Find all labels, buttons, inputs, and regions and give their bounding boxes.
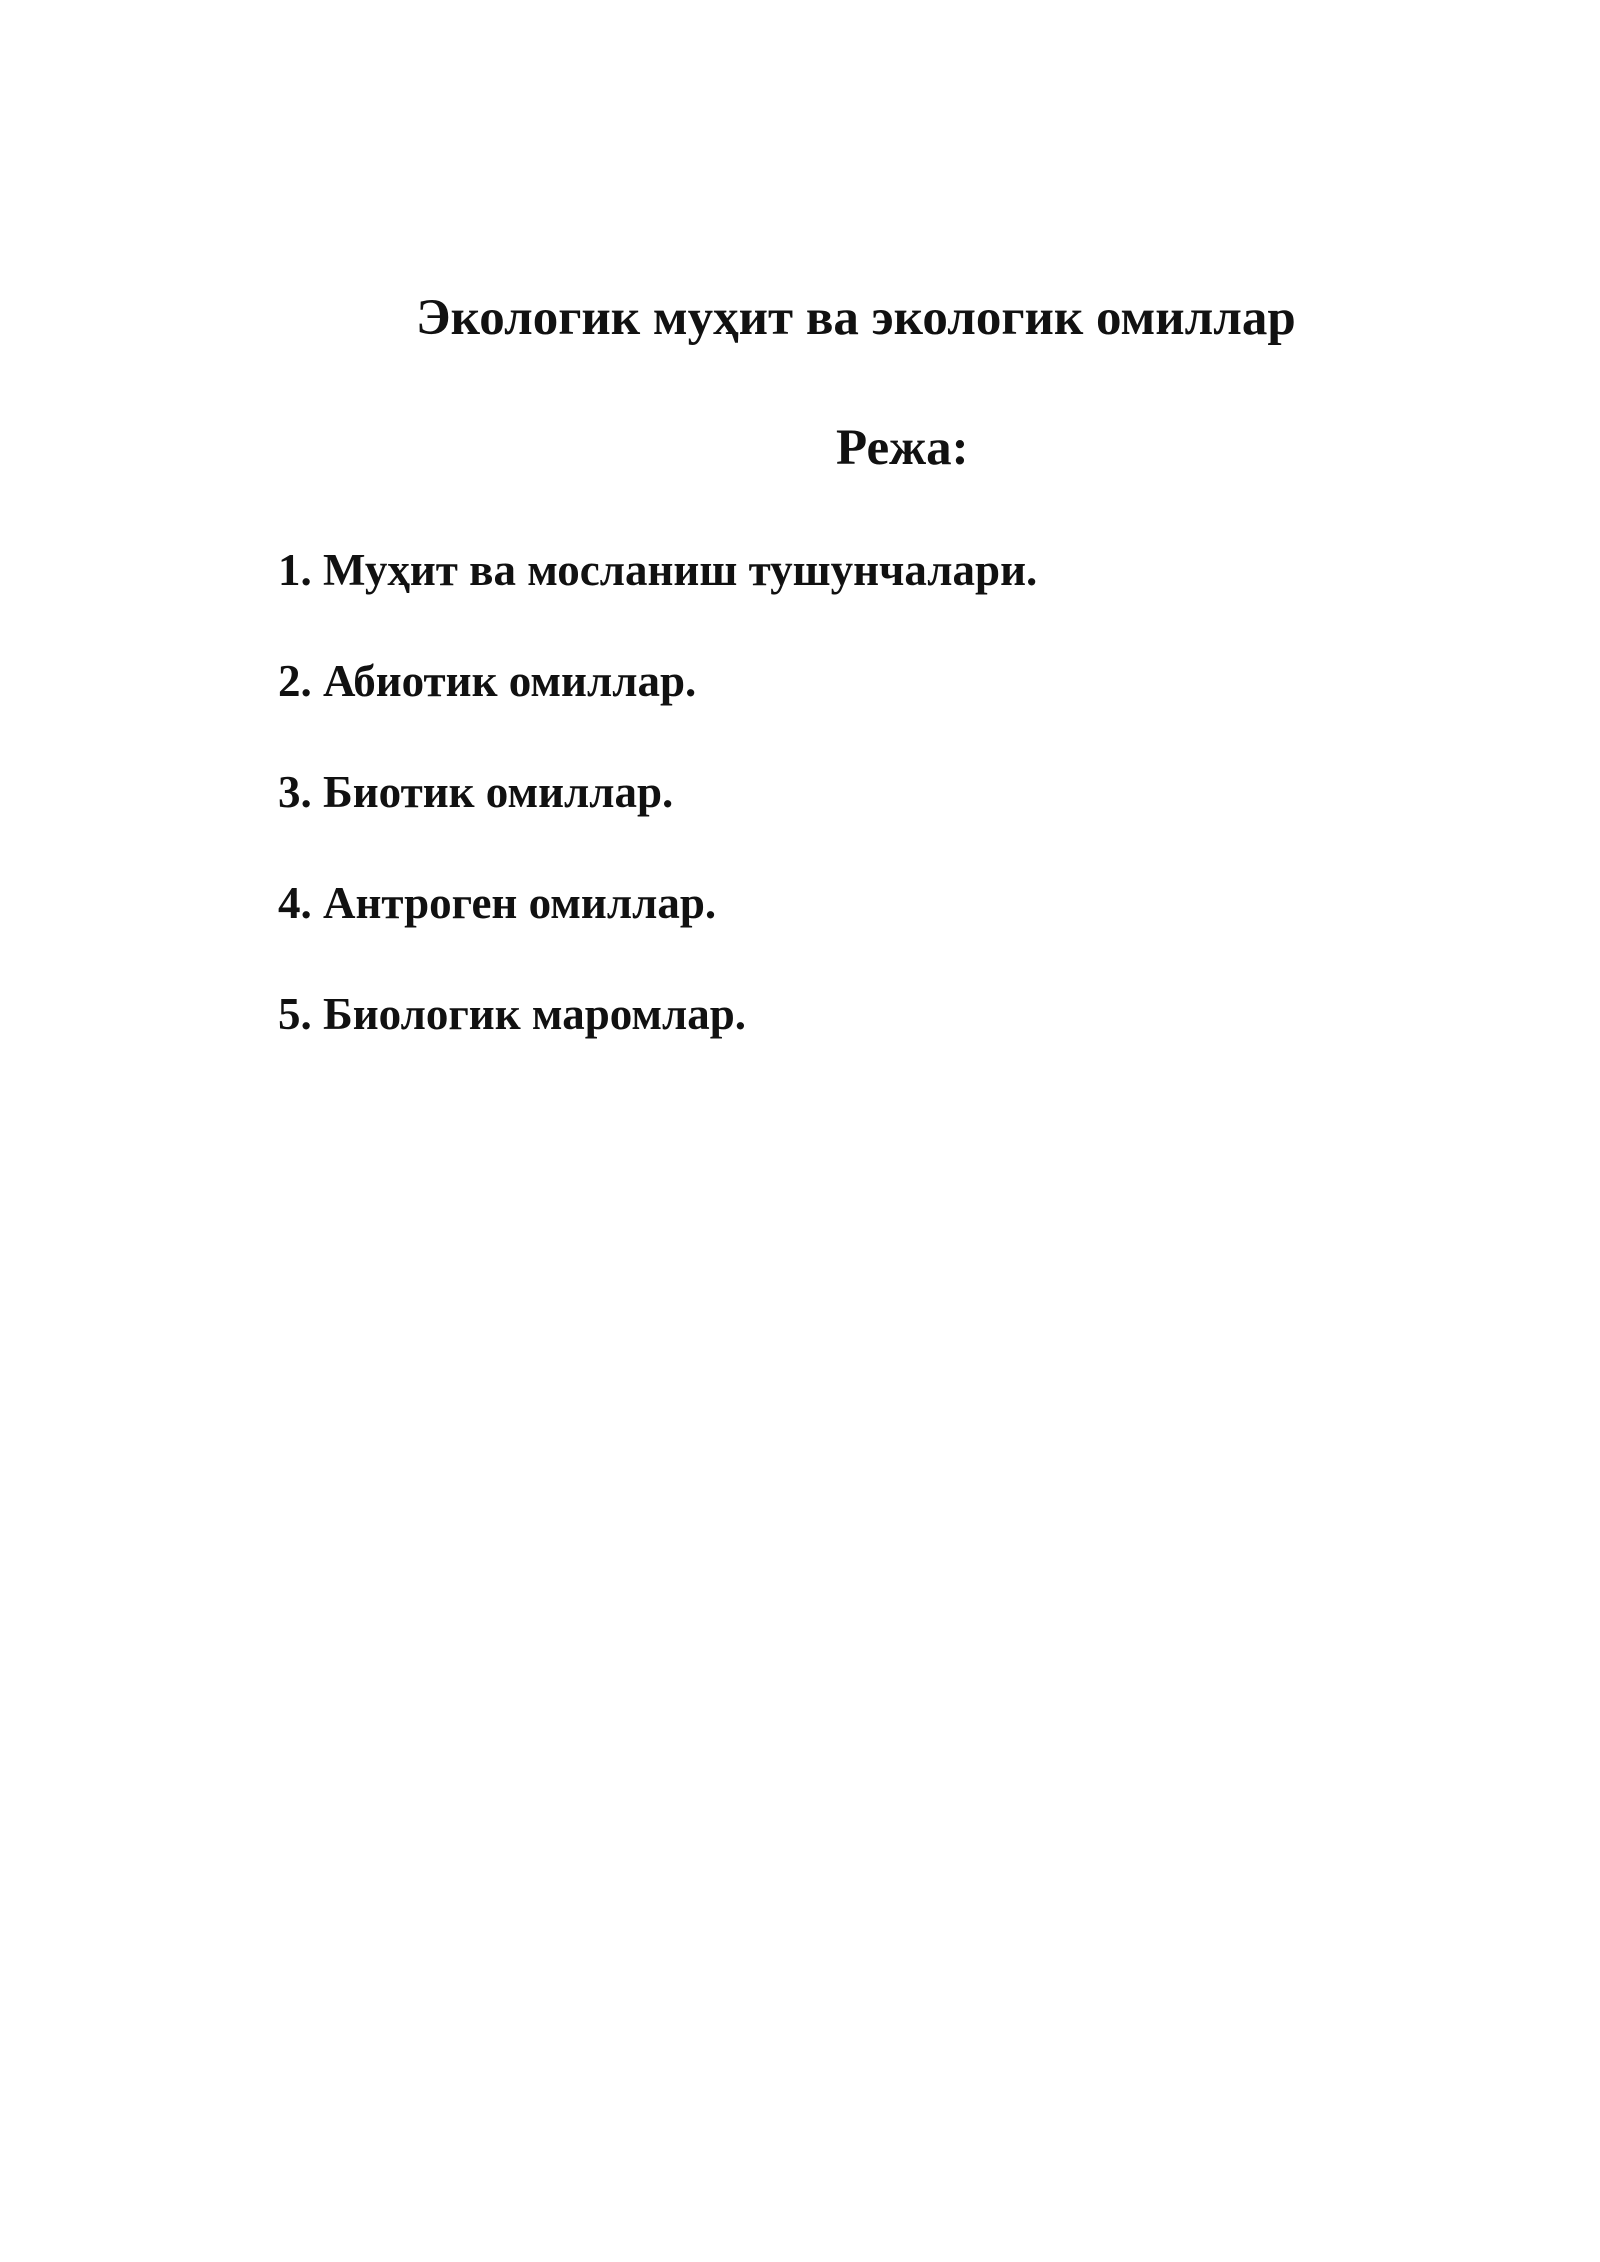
plan-item-3: 3. Биотик омиллар. <box>278 767 674 817</box>
plan-item-4: 4. Антроген омиллар. <box>278 878 717 928</box>
plan-item-1: 1. Муҳит ва мосланиш тушунчалари. <box>278 545 1038 595</box>
plan-list <box>278 540 1037 1095</box>
plan-item-2: 2. Абиотик омиллар. <box>278 656 697 706</box>
plan-heading: Режа: <box>836 420 969 476</box>
plan-item-5: 5. Биологик маромлар. <box>278 989 747 1039</box>
document-title: Экологик муҳит ва экологик омиллар <box>416 290 1296 346</box>
